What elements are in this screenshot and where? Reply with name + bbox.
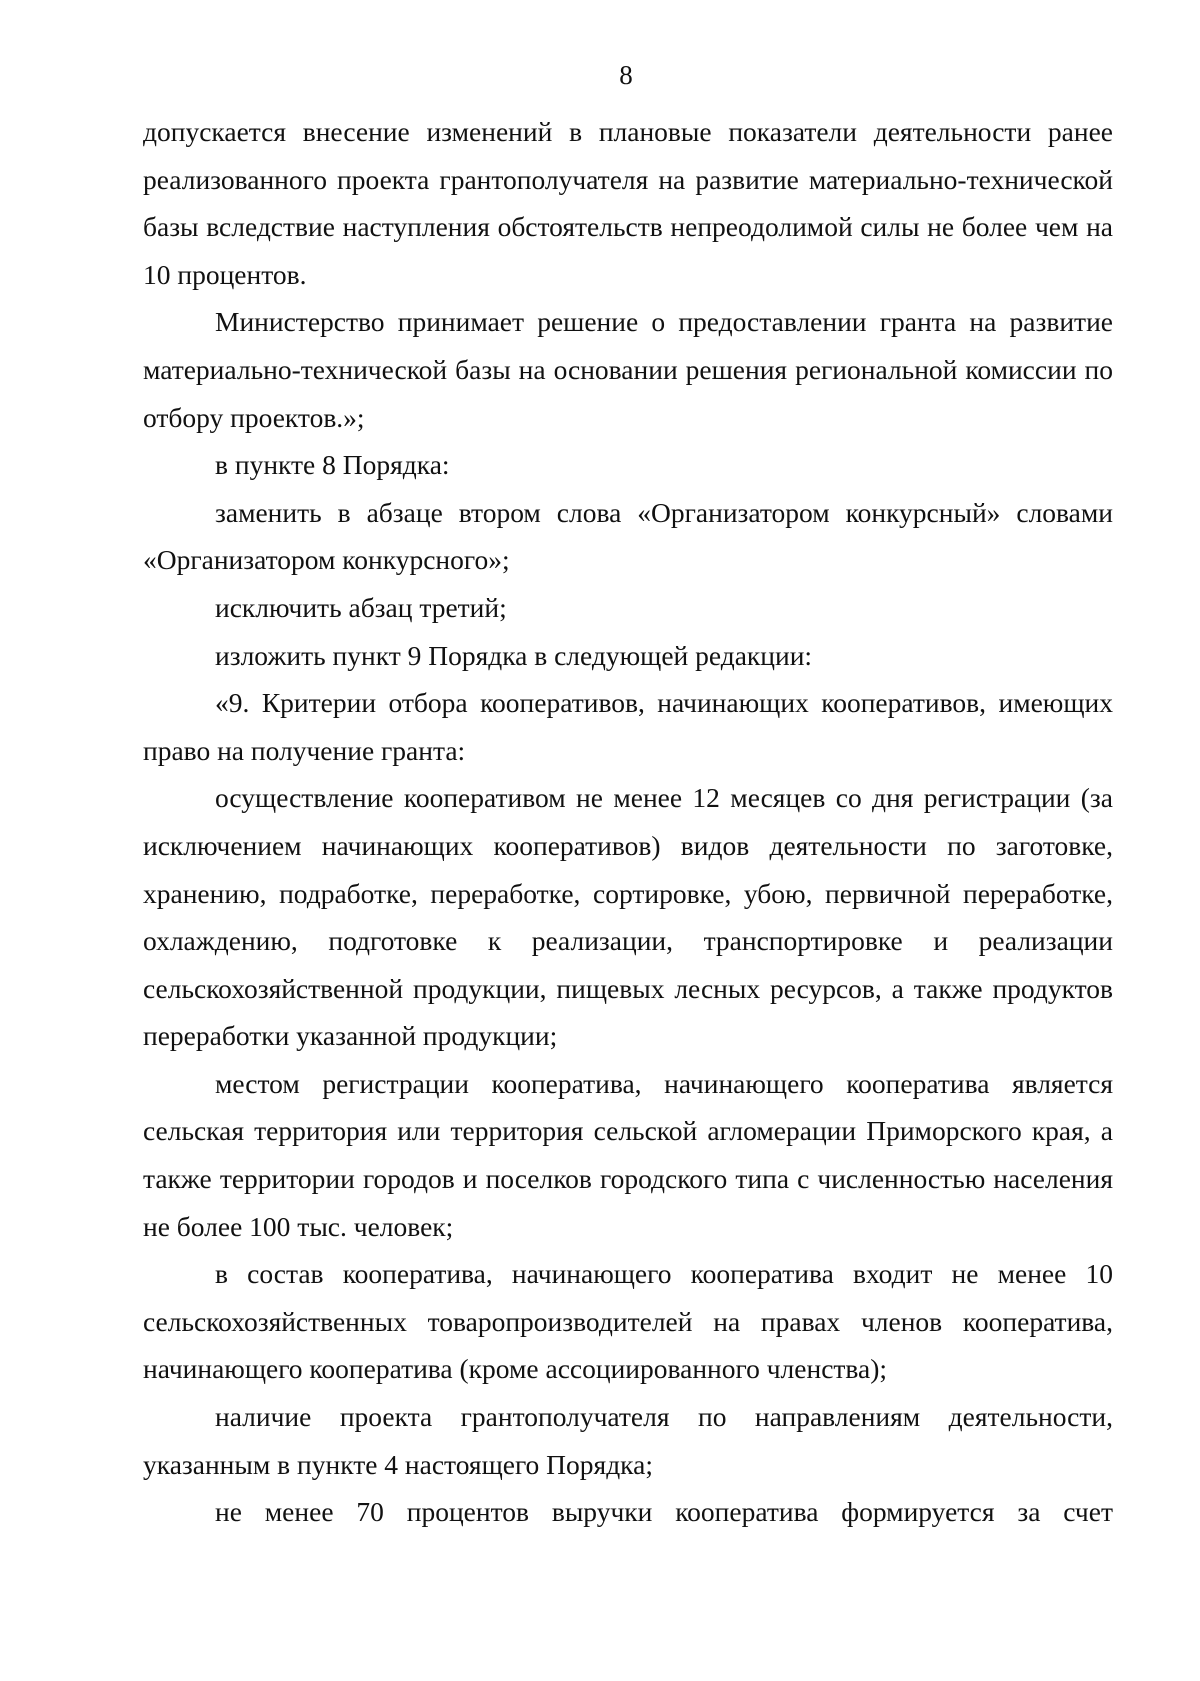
page-number: 8 xyxy=(619,60,633,90)
paragraph-11: наличие проекта грантополучателя по направлениям деятельности, указанным в пункте 4 настоящего Порядка; xyxy=(143,1401,1113,1480)
paragraph-6: изложить пункт 9 Порядка в следующей редакции: xyxy=(215,639,813,671)
document-body xyxy=(143,108,1113,1536)
paragraph-8: осуществление кооперативом не менее 12 месяцев со дня регистрации (за исключением начинающих кооперативов) видов деятельности по заготовке, хранению, подработке, переработке, сортировке, убою, первичной переработке, охлаждению, подготовке к реализации, транспортировке и реализации сельскохозяйственной продукции, пищевых лесных ресурсов, а также продуктов переработки указанной продукции; xyxy=(143,782,1113,1052)
paragraph-7: «9. Критерии отбора кооперативов, начинающих кооперативов, имеющих право на получение гранта: xyxy=(143,687,1113,766)
paragraph-3: в пункте 8 Порядка: xyxy=(215,449,450,481)
paragraph-4: заменить в абзаце втором слова «Организатором конкурсный» словами «Организатором конкурсного»; xyxy=(143,496,1113,576)
paragraph-12: не менее 70 процентов выручки кооператива формируется за счет xyxy=(215,1496,1113,1528)
paragraph-2: Министерство принимает решение о предоставлении гранта на развитие материально-технической базы на основании решения региональной комиссии по отбору проектов.»; xyxy=(143,306,1113,433)
paragraph-5: исключить абзац третий; xyxy=(215,591,507,623)
paragraph-1: допускается внесение изменений в плановые показатели деятельности ранее реализованного проекта грантополучателя на развитие материально-технической базы вследствие наступления обстоятельств непреодолимой силы не более чем на 10 процентов. xyxy=(143,116,1113,290)
paragraph-10: в состав кооператива, начинающего кооператива входит не менее 10 сельскохозяйственных товаропроизводителей на правах членов кооператива, начинающего кооператива (кроме ассоциированного членства); xyxy=(143,1258,1113,1385)
paragraph-9: местом регистрации кооператива, начинающего кооператива является сельская территория или территория сельской агломерации Приморского края, а также территории городов и поселков городского типа с численностью населения не более 100 тыс. человек; xyxy=(143,1067,1113,1242)
